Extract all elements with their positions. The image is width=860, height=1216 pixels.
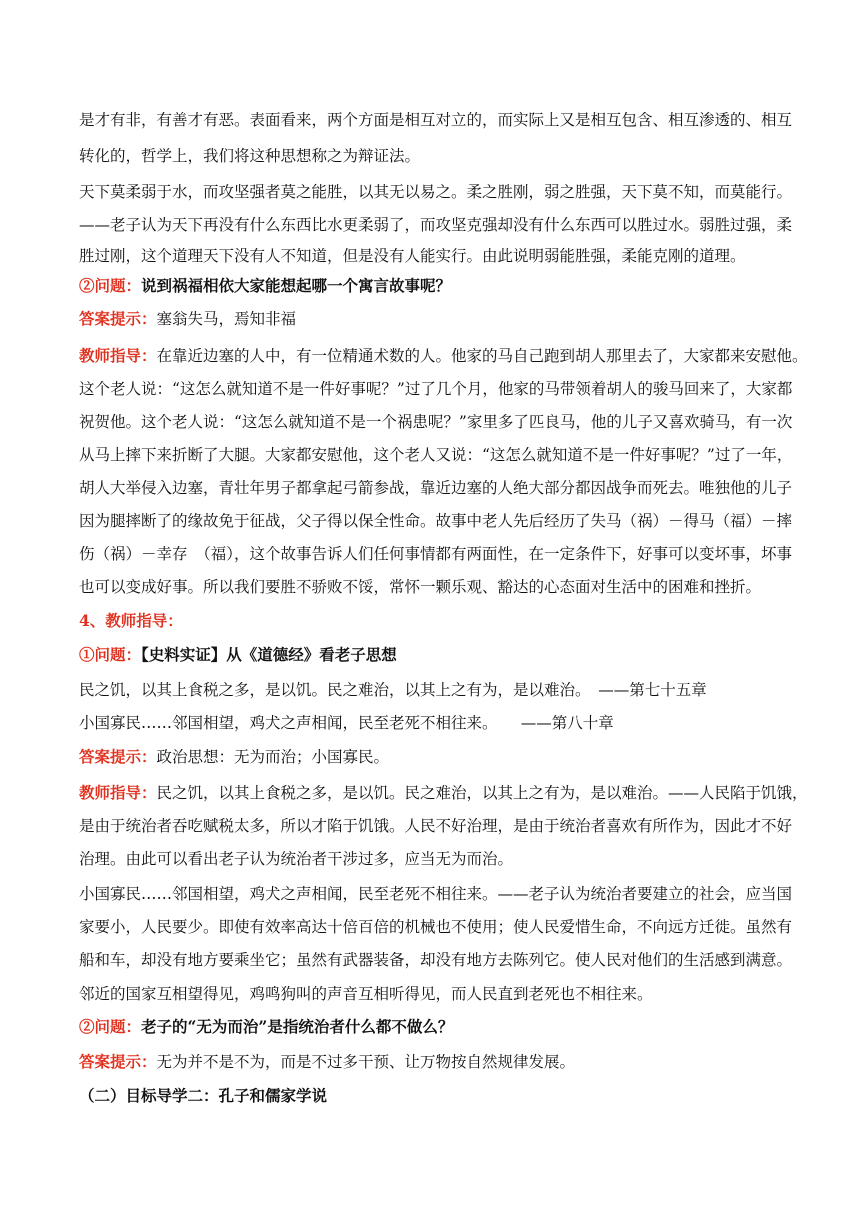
answer-text: 无为并不是不为，而是不过多干预、让万物按自然规律发展。 [156,1053,576,1071]
teacher-guide-story-line5: 胡人大举侵入边塞，青壮年男子都拿起弓箭参战，靠近边塞的人绝大部分都因战争而死去。唯独他的儿子 [79,479,793,497]
question-label: ②问题： [79,1017,142,1036]
para-dialectic-line2: 转化的，哲学上，我们将这种思想称之为辩证法。 [79,147,421,165]
question-1-daodejing [79,645,789,665]
teacher-text: 民之饥，以其上食税之多，是以饥。民之难治，以其上之有为，是以难治。——人民陷于饥饿， [156,784,808,802]
para-water-line3: 胜过刚，这个道理天下没有人不知道，但是没有人能实行。由此说明弱能胜强，柔能克刚的道理。 [79,247,746,265]
teacher-guide-story-line7: 伤（祸）－幸存 （福），这个故事告诉人们任何事情都有两面性，在一定条件下，好事可以变坏事，坏事 [79,545,793,563]
teacher-label: 教师指导： [79,346,157,365]
teacher-guide-politics-line1 [79,783,808,803]
teacher-label: 教师指导： [79,783,157,802]
question-text: 说到祸福相依大家能想起哪一个寓言故事呢？ [141,276,452,295]
para-water-line2: ——老子认为天下再没有什么东西比水更柔弱了，而攻坚克强却没有什么东西可以胜过水。弱胜过强，柔 [79,216,793,234]
answer-text: 政治思想：无为而治；小国寡民。 [156,748,390,766]
teacher-guide-politics-line2: 是由于统治者吞吃赋税太多，所以才陷于饥饿。人民不好治理，是由于统治者喜欢有所作为，因此才不好 [79,817,793,835]
para-small-state-line4: 邻近的国家互相望得见，鸡鸣狗叫的声音互相听得见，而人民直到老死也不相往来。 [79,985,653,1003]
question-2-fortune [79,276,789,296]
teacher-guide-story-line4: 从马上摔下来折断了大腿。大家都安慰他，这个老人又说：“这怎么就知道不是一件好事呢？”过了一年， [79,446,793,464]
teacher-guide-story-line1 [79,346,808,366]
teacher-guide-politics-line3: 治理。由此可以看出老子认为统治者干涉过多，应当无为而治。 [79,850,514,868]
teacher-guide-story-line2: 这个老人说：“这怎么就知道不是一件好事呢？”过了几个月，他家的马带领着胡人的骏马回来了，大家都 [79,380,793,398]
question-2-wuwei [79,1017,789,1037]
quote-chapter-75: 民之饥，以其上食税之多，是以饥。民之难治，以其上之有为，是以难治。 ——第七十五章 [79,681,707,699]
answer-label: 答案提示： [79,747,157,766]
answer-label: 答案提示： [79,1052,157,1071]
section-4-heading: 4、教师指导： [79,611,183,630]
para-small-state-line1: 小国寡民……邻国相望，鸡犬之声相闻，民至老死不相往来。——老子认为统治者要建立的社会，应当国 [79,885,793,903]
teacher-text: 在靠近边塞的人中，有一位精通术数的人。他家的马自己跑到胡人那里去了，大家都来安慰他。 [156,347,808,365]
para-small-state-line2: 家要小，人民要少。即使有效率高达十倍百倍的机械也不使用；使人民爱惜生命，不向远方迁徙。虽然有 [79,918,793,936]
teacher-guide-story-line6: 因为腿摔断了的缘故免于征战，父子得以保全性命。故事中老人先后经历了失马（祸）－得马（福）－摔 [79,512,793,530]
answer-hint-politics [79,747,789,767]
question-text: 【史料实证】从《道德经》看老子思想 [141,645,397,664]
answer-text: 塞翁失马，焉知非福 [156,310,297,328]
answer-hint-wuwei [79,1052,789,1072]
teacher-guide-story-line8: 也可以变成好事。所以我们要胜不骄败不馁，常怀一颗乐观、豁达的心态面对生活中的困难和挫折。 [79,578,762,596]
answer-label: 答案提示： [79,309,157,328]
section-heading-confucius: （二）目标导学二：孔子和儒家学说 [79,1086,328,1105]
para-small-state-line3: 船和车，却没有地方要乘坐它；虽然有武器装备，却没有地方去陈列它。使人民对他们的生活感到满意。 [79,951,793,969]
para-dialectic-line1: 是才有非，有善才有恶。表面看来，两个方面是相互对立的，而实际上又是相互包含、相互渗透的、相互 [79,111,793,129]
teacher-guide-story-line3: 祝贺他。这个老人说：“这怎么就知道不是一个祸患呢？”家里多了匹良马，他的儿子又喜欢骑马，有一次 [79,413,793,431]
para-water-line1: 天下莫柔弱于水，而攻坚强者莫之能胜，以其无以易之。柔之胜刚，弱之胜强，天下莫不知，而莫能行。 [79,183,793,201]
question-label: ②问题： [79,276,142,295]
question-text: 老子的“无为而治”是指统治者什么都不做么？ [141,1017,454,1036]
answer-hint-fortune [79,309,789,329]
question-label: ①问题： [79,645,142,664]
quote-chapter-80: 小国寡民……邻国相望，鸡犬之声相闻，民至老死不相往来。 ——第八十章 [79,714,614,732]
